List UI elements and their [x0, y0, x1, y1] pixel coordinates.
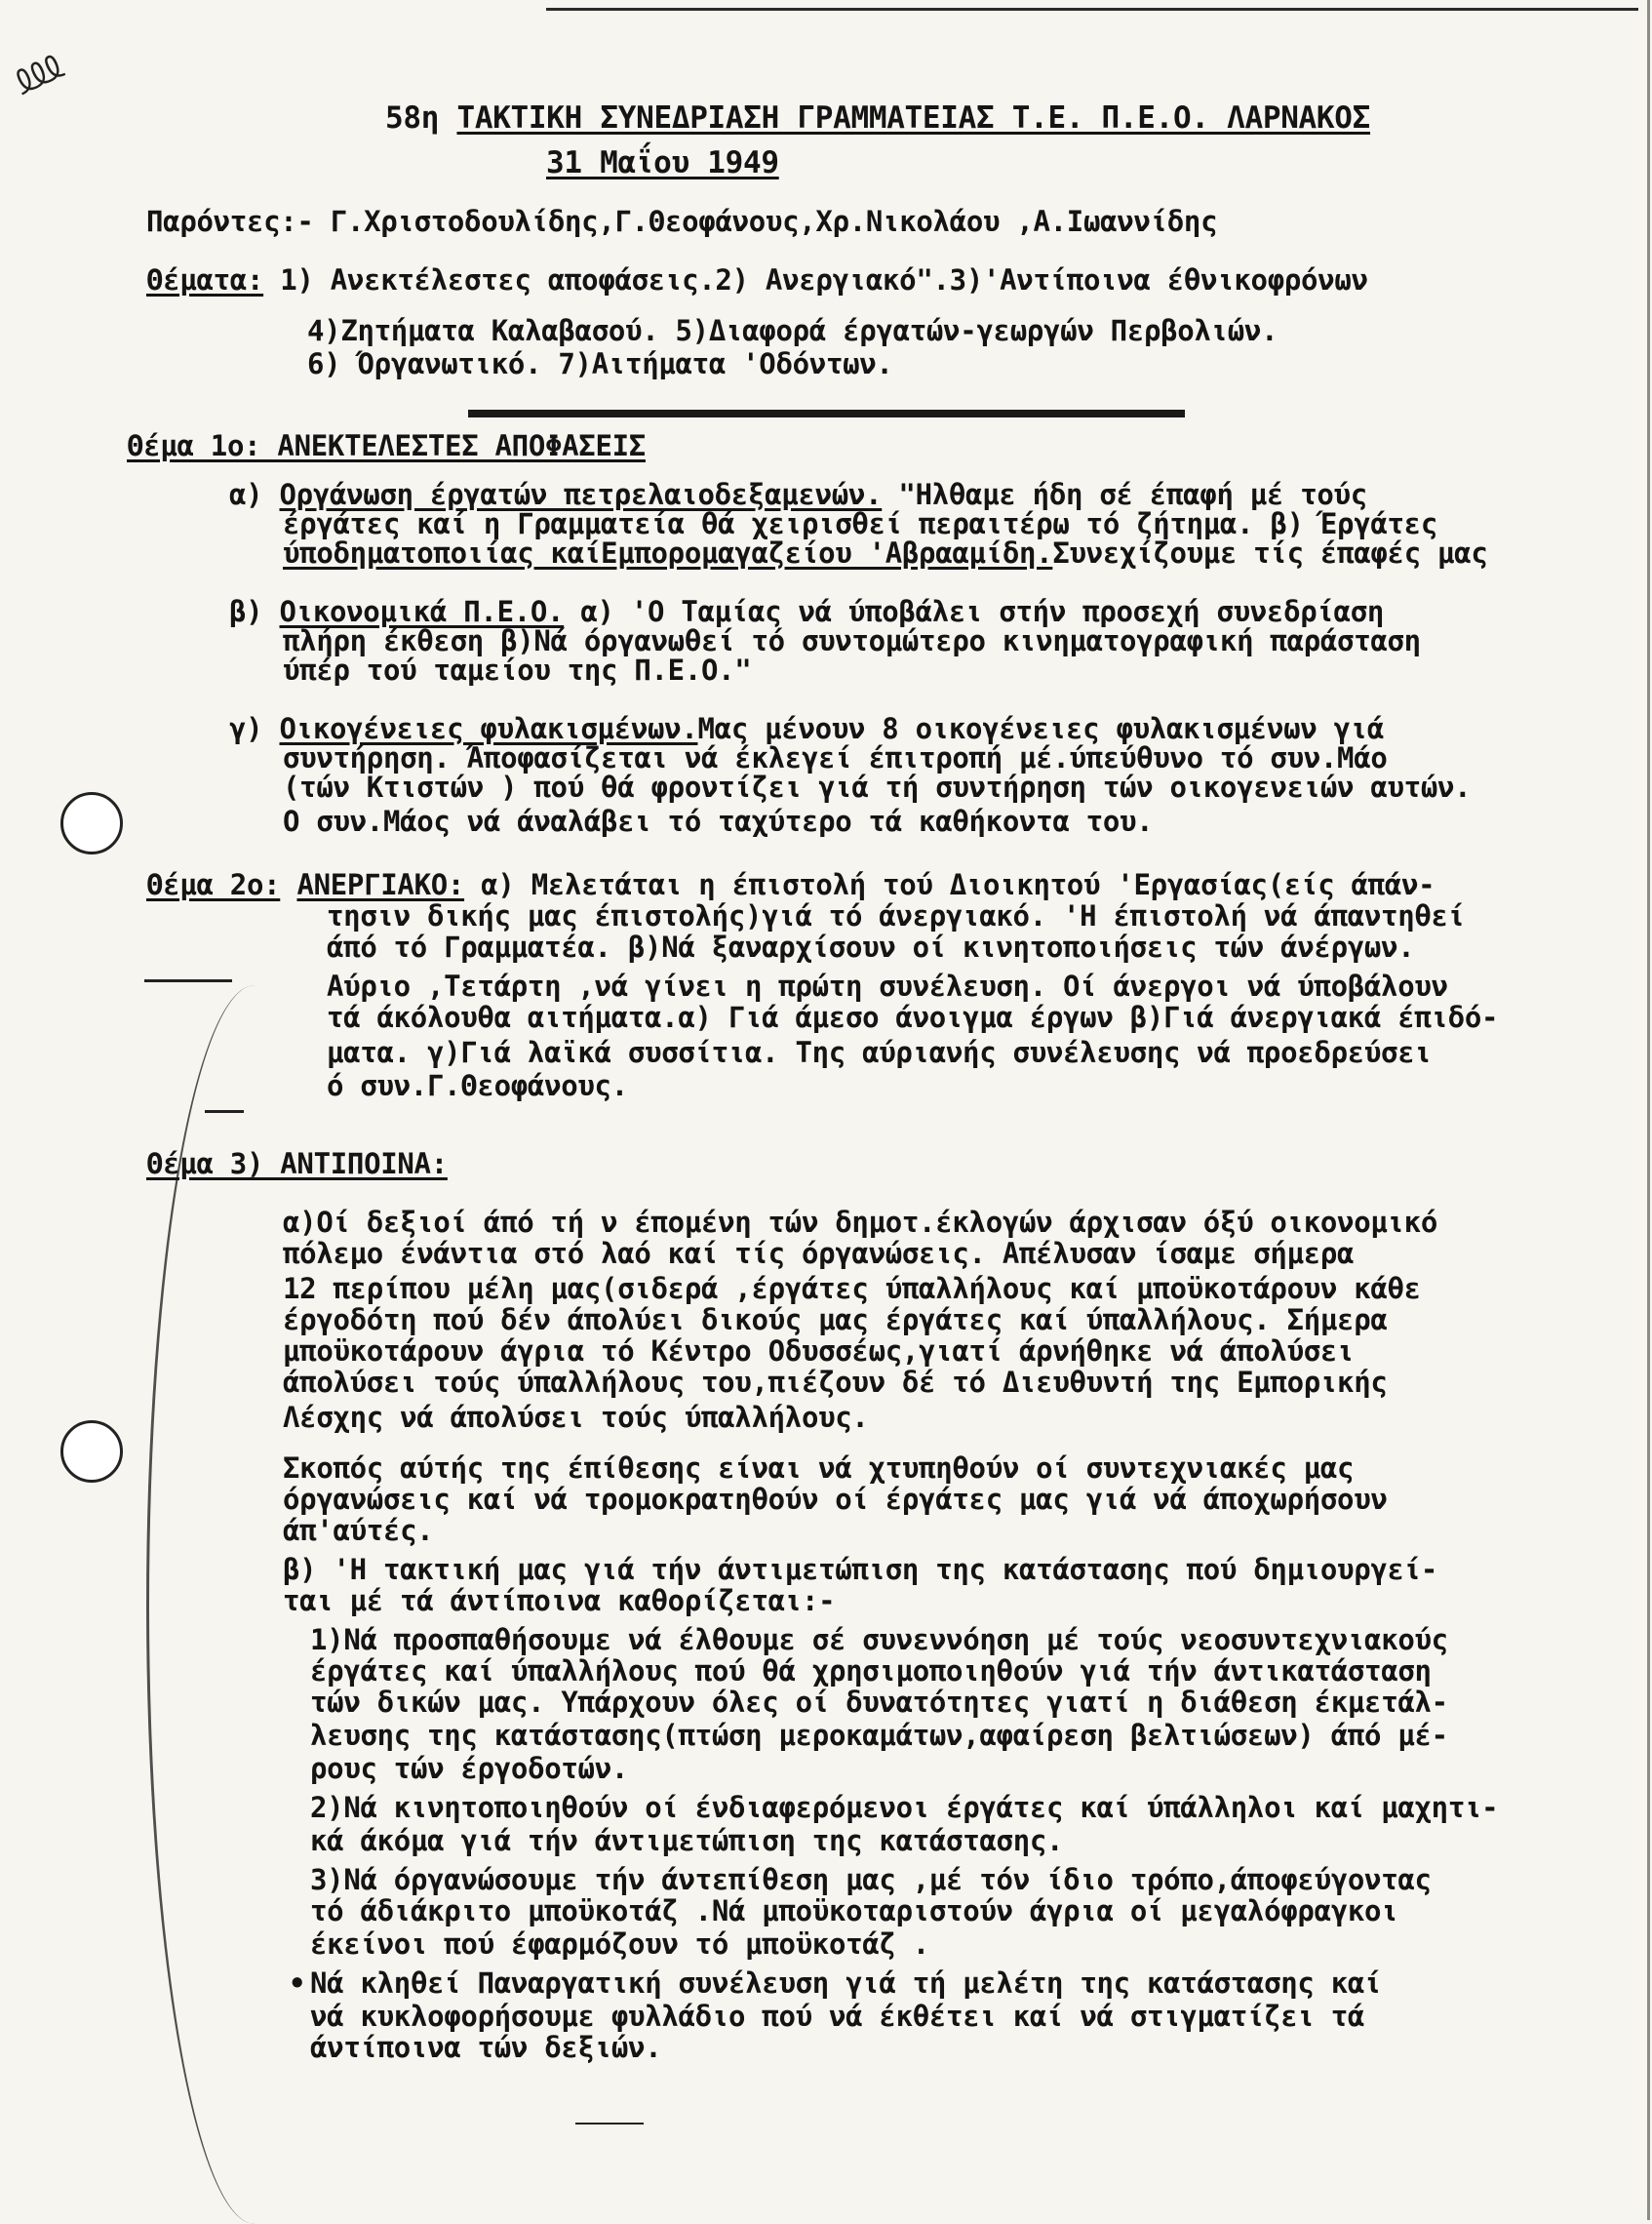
agenda-line-3: 6) Όργανωτικό. 7)Αιτήματα 'Οδόντων.: [307, 347, 893, 380]
attendees: [146, 205, 1217, 238]
section-2-line-7: ό συν.Γ.Θεοφάνους.: [327, 1069, 628, 1102]
section-3-p7-line-1: [289, 1966, 1382, 2000]
attendees-label: Παρόντες:-: [146, 205, 314, 238]
section-3-p7-line-2: νά κυκλοφορήσουμε φυλλάδιο πού νά έκθέτει καί νά στιγματίζει τά: [310, 2000, 1365, 2033]
section-1a-line-2: έργάτες καί η Γραμματεία θά χειρισθεί περαιτέρω τό ζήτημα. β) Έργάτες: [283, 507, 1438, 540]
item-label: α): [229, 478, 263, 511]
section-3-p1-line-3: 12 περίπου μέλη μας(σιδερά ,έργάτες ύπαλλήλους καί μποϋκοτάρουν κάθε: [283, 1272, 1421, 1305]
handwritten-mark: ⅏: [5, 36, 70, 104]
scan-edge-top: [546, 8, 1638, 11]
section-3-p1-line-6: άπολύσει τούς ύπαλλήλους του,πιέζουν δέ τό Διευθυντή της Εμπορικής: [283, 1366, 1388, 1399]
item-text: α) 'Ο Ταμίας νά ύποβάλει στήν προσεχή συνεδρίαση: [564, 595, 1385, 628]
item-title: Οικονομικά Π.Ε.Ο.: [279, 595, 565, 628]
item-text: Συνεχίζουμε τίς έπαφές μας: [1052, 536, 1488, 570]
margin-dash: [205, 1110, 244, 1113]
section-3-p7-text: Νά κληθεί Παναργατική συνέλευση γιά τή μελέτη της κατάστασης καί: [310, 1966, 1382, 2000]
section-3-p6-line-3: έκείνοι πού έφαρμόζουν τό μποϋκοτάζ .: [310, 1927, 929, 1961]
section-1b-line-1: [229, 595, 1384, 628]
scan-edge-right: [1647, 0, 1650, 2220]
attendees-names: Γ.Χριστοδουλίδης,Γ.Θεοφάνους,Χρ.Νικολάου ,Α.Ιωαννίδης: [330, 205, 1218, 238]
section-2-text: α) Μελετάται η έπιστολή τού Διοικητού 'Εργασίας(είς άπάν-: [464, 868, 1436, 901]
section-3-p1-line-4: έργοδότη πού δέν άπολύει δικούς μας έργάτες καί ύπαλλήλους. Σήμερα: [283, 1303, 1388, 1336]
item-text: Εμπορομαγαζείου 'Αβρααμίδη.: [601, 536, 1053, 570]
section-3-p4-line-1: 1)Νά προσπαθήσουμε νά έλθουμε σέ συνεννόηση μέ τούς νεοσυντεχνιακούς: [310, 1623, 1448, 1656]
section-2-line-6: ματα. γ)Γιά λαϊκά συσσίτια. Της αύριανής συνέλευσης νά προεδρεύσει: [327, 1036, 1432, 1069]
minutes-number: 58η: [385, 100, 440, 136]
section-3-p4-line-5: ρους τών έργοδοτών.: [310, 1752, 629, 1785]
section-3-p1-line-1: α)Οί δεξιοί άπό τή ν έπομένη τών δημοτ.έκλογών άρχισαν όξύ οικονομικό: [283, 1206, 1438, 1239]
minutes-header: [385, 101, 1370, 135]
footer-mark: [575, 2123, 644, 2125]
section-3-p7-line-3: άντίποινα τών δεξιών.: [310, 2031, 662, 2064]
agenda-line-1: [146, 263, 1368, 297]
section-1c-line-2: συντήρηση. Άποφασίζεται νά έκλεγεί έπιτροπή μέ.ύπεύθυνο τό συν.Μάο: [283, 741, 1388, 774]
section-1c-line-1: [229, 712, 1384, 745]
section-2-label: Θέμα 2ο:: [146, 868, 281, 901]
minutes-title: ΤΑΚΤΙΚΗ ΣΥΝΕΔΡΙΑΣΗ ΓΡΑΜΜΑΤΕΙΑΣ Τ.Ε. Π.Ε.Ο. ΛΑΡΝΑΚΟΣ: [456, 100, 1371, 136]
item-title: Οικογένειες φυλακισμένων.: [279, 712, 698, 745]
section-3-p4-line-3: τών δικών μας. Υπάρχουν όλες οί δυνατότητες γιατί η διάθεση έκμετάλ-: [310, 1686, 1448, 1719]
agenda-line-2: 4)Ζητήματα Καλαβασού. 5)Διαφορά έργατών-γεωργών Περβολιών.: [307, 314, 1278, 347]
section-1b-line-3: ύπέρ τού ταμείου της Π.Ε.Ο.": [283, 654, 752, 687]
item-label: γ): [229, 712, 263, 745]
section-1b-line-2: πλήρη έκθεση β)Νά όργανωθεί τό συντομώτερο κινηματογραφική παράσταση: [283, 624, 1421, 657]
section-2-line-1: [146, 868, 1435, 901]
section-3-p5-line-1: 2)Νά κινητοποιηθούν οί ένδιαφερόμενοι έργάτες καί ύπάλληλοι καί μαχητι-: [310, 1791, 1499, 1824]
separator-rule: [468, 410, 1185, 417]
section-3-p6-line-1: 3)Νά όργανώσουμε τήν άντεπίθεση μας ,μέ τόν ίδιο τρόπο,άποφεύγοντας: [310, 1863, 1432, 1896]
agenda-items-1: 1) Ανεκτέλεστες αποφάσεις.2) Ανεργιακό".3)'Αντίποινα έθνικοφρόνων: [263, 263, 1368, 297]
margin-dash: [144, 979, 232, 982]
section-3-p2-line-2: όργανώσεις καί νά τρομοκρατηθούν οί έργάτες μας γιά νά άποχωρήσουν: [283, 1483, 1388, 1516]
section-3-p2-line-1: Σκοπός αύτής της έπίθεσης είναι νά χτυπηθούν οί συντεχνιακές μας: [283, 1451, 1355, 1485]
section-1-heading: Θέμα 1ο: ΑΝΕΚΤΕΛΕΣΤΕΣ ΑΠΟΦΑΣΕΙΣ: [127, 429, 646, 462]
section-1a-line-3: [283, 536, 1488, 570]
section-3-p5-line-2: κά άκόμα γιά τήν άντιμετώπιση της κατάστασης.: [310, 1824, 1064, 1857]
section-3-p1-line-5: μποϋκοτάρουν άγρια τό Κέντρο Οδυσσέως,γιατί άρνήθηκε νά άπολύσει: [283, 1334, 1355, 1368]
agenda-label: Θέματα:: [146, 263, 264, 297]
section-2-line-2: τησιν δικής μας έπιστολής)γιά τό άνεργιακό. 'Η έπιστολή νά άπαντηθεί: [327, 899, 1465, 933]
section-3-p3-line-1: β) 'Η τακτική μας γιά τήν άντιμετώπιση της κατάστασης πού δημιουργεί-: [283, 1553, 1438, 1586]
item-label: β): [229, 595, 263, 628]
section-3-p6-line-2: τό άδιάκριτο μποϋκοτάζ .Νά μποϋκοταριστούν άγρια οί μεγαλόφραγκοι: [310, 1894, 1398, 1927]
section-2-line-5: τά άκόλουθα αιτήματα.α) Γιά άμεσο άνοιγμα έργων β)Γιά άνεργιακά έπιδό-: [327, 1001, 1499, 1034]
section-3-p4-line-4: λευσης της κατάστασης(πτώση μεροκαμάτων,αφαίρεση βελτιώσεων) άπό μέ-: [310, 1719, 1448, 1752]
section-2-heading: ΑΝΕΡΓΙΑΚΟ:: [296, 868, 465, 901]
item-text: "Ηλθαμε ήδη σέ έπαφή μέ τούς: [882, 478, 1367, 511]
section-1c-line-4: Ο συν.Μάος νά άναλάβει τό ταχύτερο τά καθήκοντα του.: [283, 805, 1154, 838]
section-3-p2-line-3: άπ'αύτές.: [283, 1514, 434, 1547]
punch-hole-top: [60, 792, 123, 854]
section-3-p4-line-2: έργάτες καί ύπαλλήλους πού θά χρησιμοποιηθούν γιά τήν άντικατάσταση: [310, 1654, 1432, 1688]
section-3-heading: Θέμα 3) ΑΝΤΙΠΟΙΝΑ:: [146, 1147, 448, 1180]
section-1c-line-3: (τών Κτιστών ) πού θά φροντίζει γιά τή συντήρηση τών οικογενειών αυτών.: [283, 771, 1472, 804]
section-2-line-4: Αύριο ,Τετάρτη ,νά γίνει η πρώτη συνέλευση. Οί άνεργοι νά ύποβάλουν: [327, 970, 1448, 1003]
section-3-p1-line-2: πόλεμο ένάντια στό λαό καί τίς όργανώσεις. Απέλυσαν ίσαμε σήμερα: [283, 1237, 1355, 1270]
item-text: ύποδηματοποιίας καί: [283, 536, 602, 570]
section-3-p1-line-7: Λέσχης νά άπολύσει τούς ύπαλλήλους.: [283, 1401, 869, 1434]
item-title: Οργάνωση έργατών πετρελαιοδεξαμενών.: [279, 478, 883, 511]
punch-hole-bottom: [60, 1420, 123, 1483]
section-2-line-3: άπό τό Γραμματέα. β)Νά ξαναρχίσουν οί κινητοποιήσεις τών άνέργων.: [327, 931, 1415, 964]
section-1a-line-1: [229, 478, 1367, 511]
item-text: Μας μένουν 8 οικογένειες φυλακισμένων γιά: [697, 712, 1385, 745]
section-3-p3-line-2: ται μέ τά άντίποινα καθορίζεται:-: [283, 1584, 836, 1617]
minutes-date: 31 Μαΐου 1949: [546, 145, 779, 180]
bullet-mark: •: [289, 1966, 306, 2000]
